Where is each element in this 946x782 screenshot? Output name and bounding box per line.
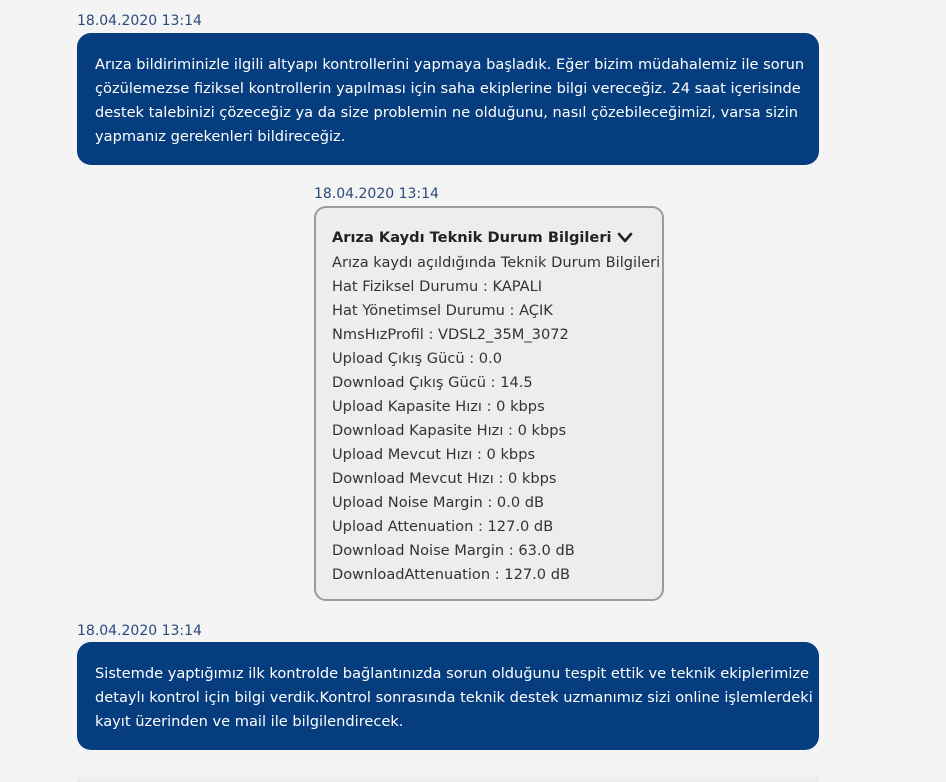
message-timestamp: 18.04.2020 13:14 xyxy=(77,623,202,639)
card-info-line: Upload Çıkış Gücü : 0.0 xyxy=(332,350,503,367)
card-info-line: Upload Attenuation : 127.0 dB xyxy=(332,518,554,535)
card-info-line: Download Kapasite Hızı : 0 kbps xyxy=(332,422,567,439)
card-info-line: Upload Kapasite Hızı : 0 kbps xyxy=(332,398,545,415)
message-text-line: Sistemde yaptığımız ilk kontrolde bağlantınızda sorun olduğunu tespit ettik ve teknik ekiplerimize xyxy=(95,665,810,682)
message-text-line: yapmanız gerekenleri bildireceğiz. xyxy=(95,128,346,145)
technical-status-card xyxy=(314,206,664,601)
card-info-line: DownloadAttenuation : 127.0 dB xyxy=(332,566,570,583)
card-info-line: Hat Yönetimsel Durumu : AÇIK xyxy=(332,302,553,319)
card-info-line: Download Mevcut Hızı : 0 kbps xyxy=(332,470,557,487)
message-text-line: Arıza bildiriminizle ilgili altyapı kontrollerini yapmaya başladık. Eğer bizim müdahalemiz ile sorun xyxy=(95,56,805,73)
card-info-line: Upload Noise Margin : 0.0 dB xyxy=(332,494,545,511)
message-text-line: kayıt üzerinden ve mail ile bilgilendirecek. xyxy=(95,713,404,730)
message-bubble xyxy=(77,33,819,165)
message-timestamp: 18.04.2020 13:14 xyxy=(77,13,202,29)
card-info-line: Download Noise Margin : 63.0 dB xyxy=(332,542,575,559)
card-info-line: Download Çıkış Gücü : 14.5 xyxy=(332,374,533,391)
message-text-line: detaylı kontrol için bilgi verdik.Kontrol sonrasında teknik destek uzmanımız sizi online işlemlerdeki xyxy=(95,689,813,706)
card-info-line: NmsHızProfil : VDSL2_35M_3072 xyxy=(332,326,569,343)
card-info-line: Upload Mevcut Hızı : 0 kbps xyxy=(332,446,536,463)
message-timestamp: 18.04.2020 13:14 xyxy=(314,186,439,202)
card-toggle-header[interactable] xyxy=(332,225,662,251)
message-text-line: destek talebinizi çözeceğiz ya da size problemin ne olduğunu, nasıl çözebileceğimizi, varsa sizin xyxy=(95,104,798,121)
card-info-line: Hat Fiziksel Durumu : KAPALI xyxy=(332,278,543,295)
card-title: Arıza Kaydı Teknik Durum Bilgileri xyxy=(332,229,612,246)
chevron-down-icon[interactable] xyxy=(617,232,633,244)
message-bubble xyxy=(77,642,819,750)
next-message-edge xyxy=(77,774,819,782)
message-text-line: çözülemezse fiziksel kontrollerin yapılması için saha ekiplerine bilgi vereceğiz. 24 saat içerisinde xyxy=(95,80,801,97)
card-info-line: Arıza kaydı açıldığında Teknik Durum Bilgileri xyxy=(332,254,661,271)
